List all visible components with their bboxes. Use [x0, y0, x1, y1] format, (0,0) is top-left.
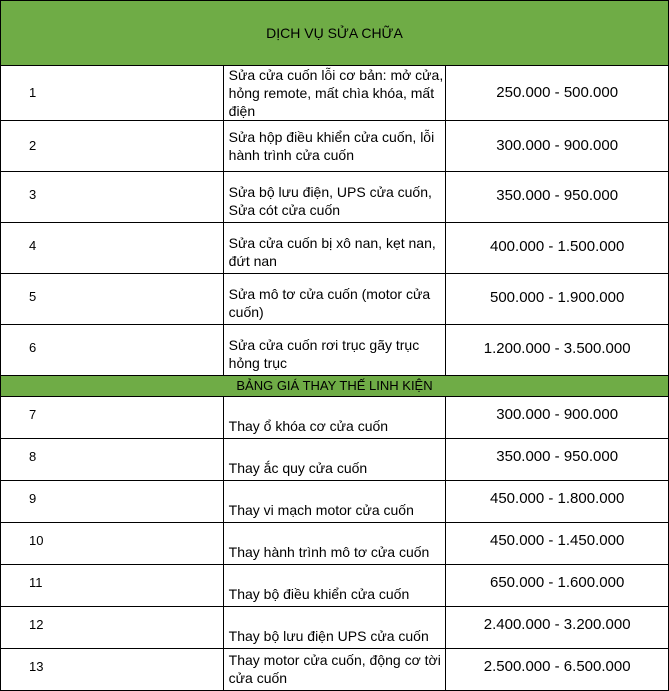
table-row: [1, 274, 669, 325]
section-title-parts: BẢNG GIÁ THAY THẾ LINH KIỆN: [1, 376, 669, 397]
row-number: 12: [1, 607, 224, 649]
row-number: 1: [1, 66, 224, 121]
row-number: 8: [1, 439, 224, 481]
part-description: Thay bộ lưu điện UPS cửa cuốn: [223, 607, 446, 649]
row-number: 9: [1, 481, 224, 523]
price-range: 1.200.000 - 3.500.000: [446, 325, 669, 376]
price-range: 500.000 - 1.900.000: [446, 274, 669, 325]
price-range: 300.000 - 900.000: [446, 397, 669, 439]
table-row: [1, 523, 669, 565]
part-description: Thay bộ điều khiển cửa cuốn: [223, 565, 446, 607]
part-description: Thay hành trình mô tơ cửa cuốn: [223, 523, 446, 565]
price-range: 250.000 - 500.000: [446, 66, 669, 121]
row-number: 5: [1, 274, 224, 325]
section-header-repair: [1, 1, 669, 66]
table-row: [1, 121, 669, 172]
price-range: 350.000 - 950.000: [446, 172, 669, 223]
row-number: 10: [1, 523, 224, 565]
row-number: 13: [1, 649, 224, 691]
price-range: 400.000 - 1.500.000: [446, 223, 669, 274]
row-number: 11: [1, 565, 224, 607]
table-row: [1, 565, 669, 607]
service-description: Sửa mô tơ cửa cuốn (motor cửa cuốn): [223, 274, 446, 325]
part-description: Thay vi mạch motor cửa cuốn: [223, 481, 446, 523]
service-description: Sửa cửa cuốn rơi trục gãy trục hỏng trục: [223, 325, 446, 376]
table-row: [1, 439, 669, 481]
table-row: [1, 66, 669, 121]
table-row: [1, 481, 669, 523]
section-header-parts: [1, 376, 669, 397]
table-row: [1, 172, 669, 223]
price-range: 650.000 - 1.600.000: [446, 565, 669, 607]
price-range: 450.000 - 1.800.000: [446, 481, 669, 523]
service-description: Sửa hộp điều khiển cửa cuốn, lỗi hành trình cửa cuốn: [223, 121, 446, 172]
table-row: [1, 397, 669, 439]
service-description: Sửa cửa cuốn bị xô nan, kẹt nan, đứt nan: [223, 223, 446, 274]
table-row: [1, 649, 669, 691]
part-description: Thay motor cửa cuốn, động cơ tời cửa cuốn: [223, 649, 446, 691]
section-title-repair: DỊCH VỤ SỬA CHỮA: [1, 1, 669, 66]
price-range: 2.400.000 - 3.200.000: [446, 607, 669, 649]
service-description: Sửa bộ lưu điện, UPS cửa cuốn, Sửa cót cửa cuốn: [223, 172, 446, 223]
part-description: Thay ắc quy cửa cuốn: [223, 439, 446, 481]
row-number: 2: [1, 121, 224, 172]
row-number: 7: [1, 397, 224, 439]
part-description: Thay ổ khóa cơ cửa cuốn: [223, 397, 446, 439]
price-range: 350.000 - 950.000: [446, 439, 669, 481]
service-description: Sửa cửa cuốn lỗi cơ bản: mở cửa, hỏng remote, mất chìa khóa, mất điện: [223, 66, 446, 121]
table-row: [1, 607, 669, 649]
price-range: 2.500.000 - 6.500.000: [446, 649, 669, 691]
table-row: [1, 325, 669, 376]
price-range: 450.000 - 1.450.000: [446, 523, 669, 565]
row-number: 3: [1, 172, 224, 223]
row-number: 6: [1, 325, 224, 376]
row-number: 4: [1, 223, 224, 274]
price-range: 300.000 - 900.000: [446, 121, 669, 172]
table-row: [1, 223, 669, 274]
